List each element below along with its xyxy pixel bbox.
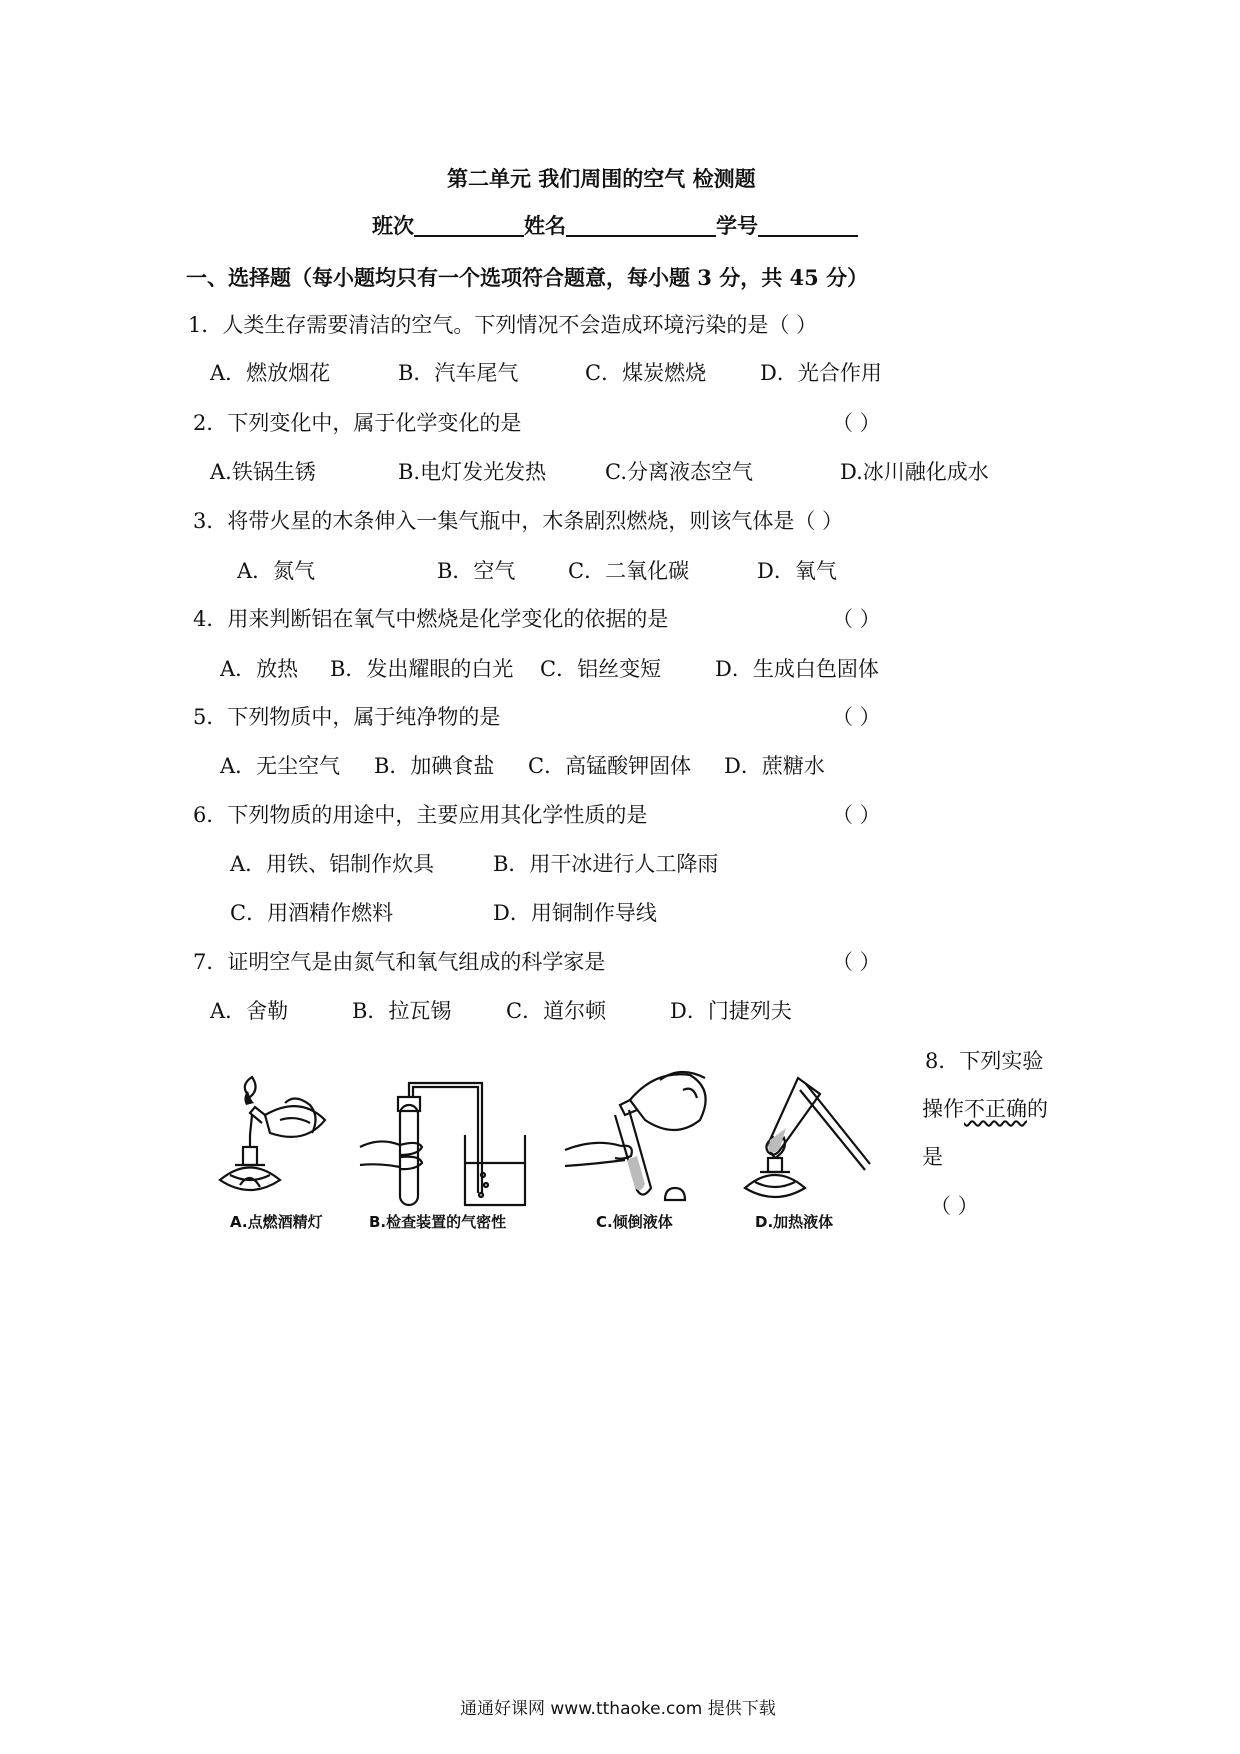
q8-answer-paren[interactable]: （ ） <box>930 1194 979 1218</box>
figure-b-caption: B.检查装置的气密性 <box>369 1213 507 1231</box>
question-5-stem: 5．下列物质中，属于纯净物的是 <box>193 705 501 729</box>
name-blank[interactable] <box>566 213 716 237</box>
q1-option-a[interactable]: A．燃放烟花 <box>210 361 331 385</box>
q1-option-b[interactable]: B．汽车尾气 <box>398 361 519 385</box>
q7-option-a[interactable]: A．舍勒 <box>210 999 289 1023</box>
q3-option-c[interactable]: C．二氧化碳 <box>568 559 690 583</box>
q5-option-b[interactable]: B．加碘食盐 <box>374 754 495 778</box>
q6-option-b[interactable]: B．用干冰进行人工降雨 <box>493 852 719 876</box>
q7-option-b[interactable]: B．拉瓦锡 <box>352 999 452 1023</box>
page-title: 第二单元 我们周围的空气 检测题 <box>447 166 756 191</box>
id-blank[interactable] <box>758 213 858 237</box>
q6-option-d[interactable]: D．用铜制作导线 <box>493 901 657 925</box>
question-1-stem: 1．人类生存需要清洁的空气。下列情况不会造成环境污染的是（ ） <box>188 313 818 337</box>
figure-b-air-tightness-check <box>360 1075 535 1210</box>
q3-option-a[interactable]: A．氮气 <box>237 559 316 583</box>
q1-option-c[interactable]: C．煤炭燃烧 <box>585 361 707 385</box>
student-info-row <box>372 210 858 240</box>
figure-a-caption: A.点燃酒精灯 <box>230 1213 323 1231</box>
q4-option-a[interactable]: A．放热 <box>220 657 299 681</box>
question-8-line-2 <box>922 1093 1048 1123</box>
q4-option-c[interactable]: C．铝丝变短 <box>540 657 662 681</box>
question-6-stem: 6．下列物质的用途中，主要应用其化学性质的是 <box>193 803 648 827</box>
q5-answer-paren[interactable]: （ ） <box>832 705 881 729</box>
q4-option-d[interactable]: D．生成白色固体 <box>715 657 879 681</box>
name-label: 姓名 <box>524 213 566 238</box>
q2-option-b[interactable]: B.电灯发光发热 <box>398 460 547 484</box>
figure-d-heating-liquid <box>740 1070 870 1210</box>
section-heading: 一、选择题（每小题均只有一个选项符合题意，每小题 3 分，共 45 分） <box>186 265 869 290</box>
figure-c-pouring-liquid <box>565 1060 725 1210</box>
figure-c-caption: C.倾倒液体 <box>596 1213 673 1231</box>
q6-answer-paren[interactable]: （ ） <box>832 803 881 827</box>
q2-answer-paren[interactable]: （ ） <box>832 411 881 435</box>
q8-text-post: 的 <box>1027 1097 1048 1121</box>
figure-a-light-alcohol-lamp <box>210 1075 340 1210</box>
q5-option-a[interactable]: A．无尘空气 <box>220 754 341 778</box>
question-8-line-1: 8．下列实验 <box>925 1049 1044 1073</box>
q4-option-b[interactable]: B．发出耀眼的白光 <box>330 657 514 681</box>
q8-wavy-emphasis: 不正确 <box>964 1097 1027 1121</box>
question-4-stem: 4．用来判断铝在氧气中燃烧是化学变化的依据的是 <box>193 607 669 631</box>
q5-option-c[interactable]: C．高锰酸钾固体 <box>528 754 692 778</box>
page-footer: 通通好课网 www.tthaoke.com 提供下载 <box>460 1699 776 1719</box>
q7-answer-paren[interactable]: （ ） <box>832 950 881 974</box>
question-7-stem: 7．证明空气是由氮气和氧气组成的科学家是 <box>193 950 606 974</box>
q5-option-d[interactable]: D．蔗糖水 <box>724 754 825 778</box>
q7-option-d[interactable]: D．门捷列夫 <box>670 999 792 1023</box>
q3-option-d[interactable]: D．氧气 <box>757 559 837 583</box>
figure-d-caption: D.加热液体 <box>755 1213 834 1231</box>
id-label: 学号 <box>716 213 758 238</box>
class-blank[interactable] <box>414 213 524 237</box>
q3-option-b[interactable]: B．空气 <box>437 559 516 583</box>
class-label: 班次 <box>372 213 414 238</box>
q6-option-c[interactable]: C．用酒精作燃料 <box>230 901 394 925</box>
q2-option-c[interactable]: C.分离液态空气 <box>605 460 753 484</box>
question-2-stem: 2．下列变化中，属于化学变化的是 <box>193 411 522 435</box>
q8-text-pre: 操作 <box>922 1097 964 1121</box>
q6-option-a[interactable]: A．用铁、铝制作炊具 <box>230 852 435 876</box>
question-3-stem: 3．将带火星的木条伸入一集气瓶中，木条剧烈燃烧，则该气体是（ ） <box>193 509 844 533</box>
q2-option-a[interactable]: A.铁锅生锈 <box>210 460 316 484</box>
q2-option-d[interactable]: D.冰川融化成水 <box>840 460 989 484</box>
q4-answer-paren[interactable]: （ ） <box>832 607 881 631</box>
question-8-line-3: 是 <box>922 1145 943 1169</box>
q1-option-d[interactable]: D．光合作用 <box>760 361 882 385</box>
q7-option-c[interactable]: C．道尔顿 <box>506 999 607 1023</box>
